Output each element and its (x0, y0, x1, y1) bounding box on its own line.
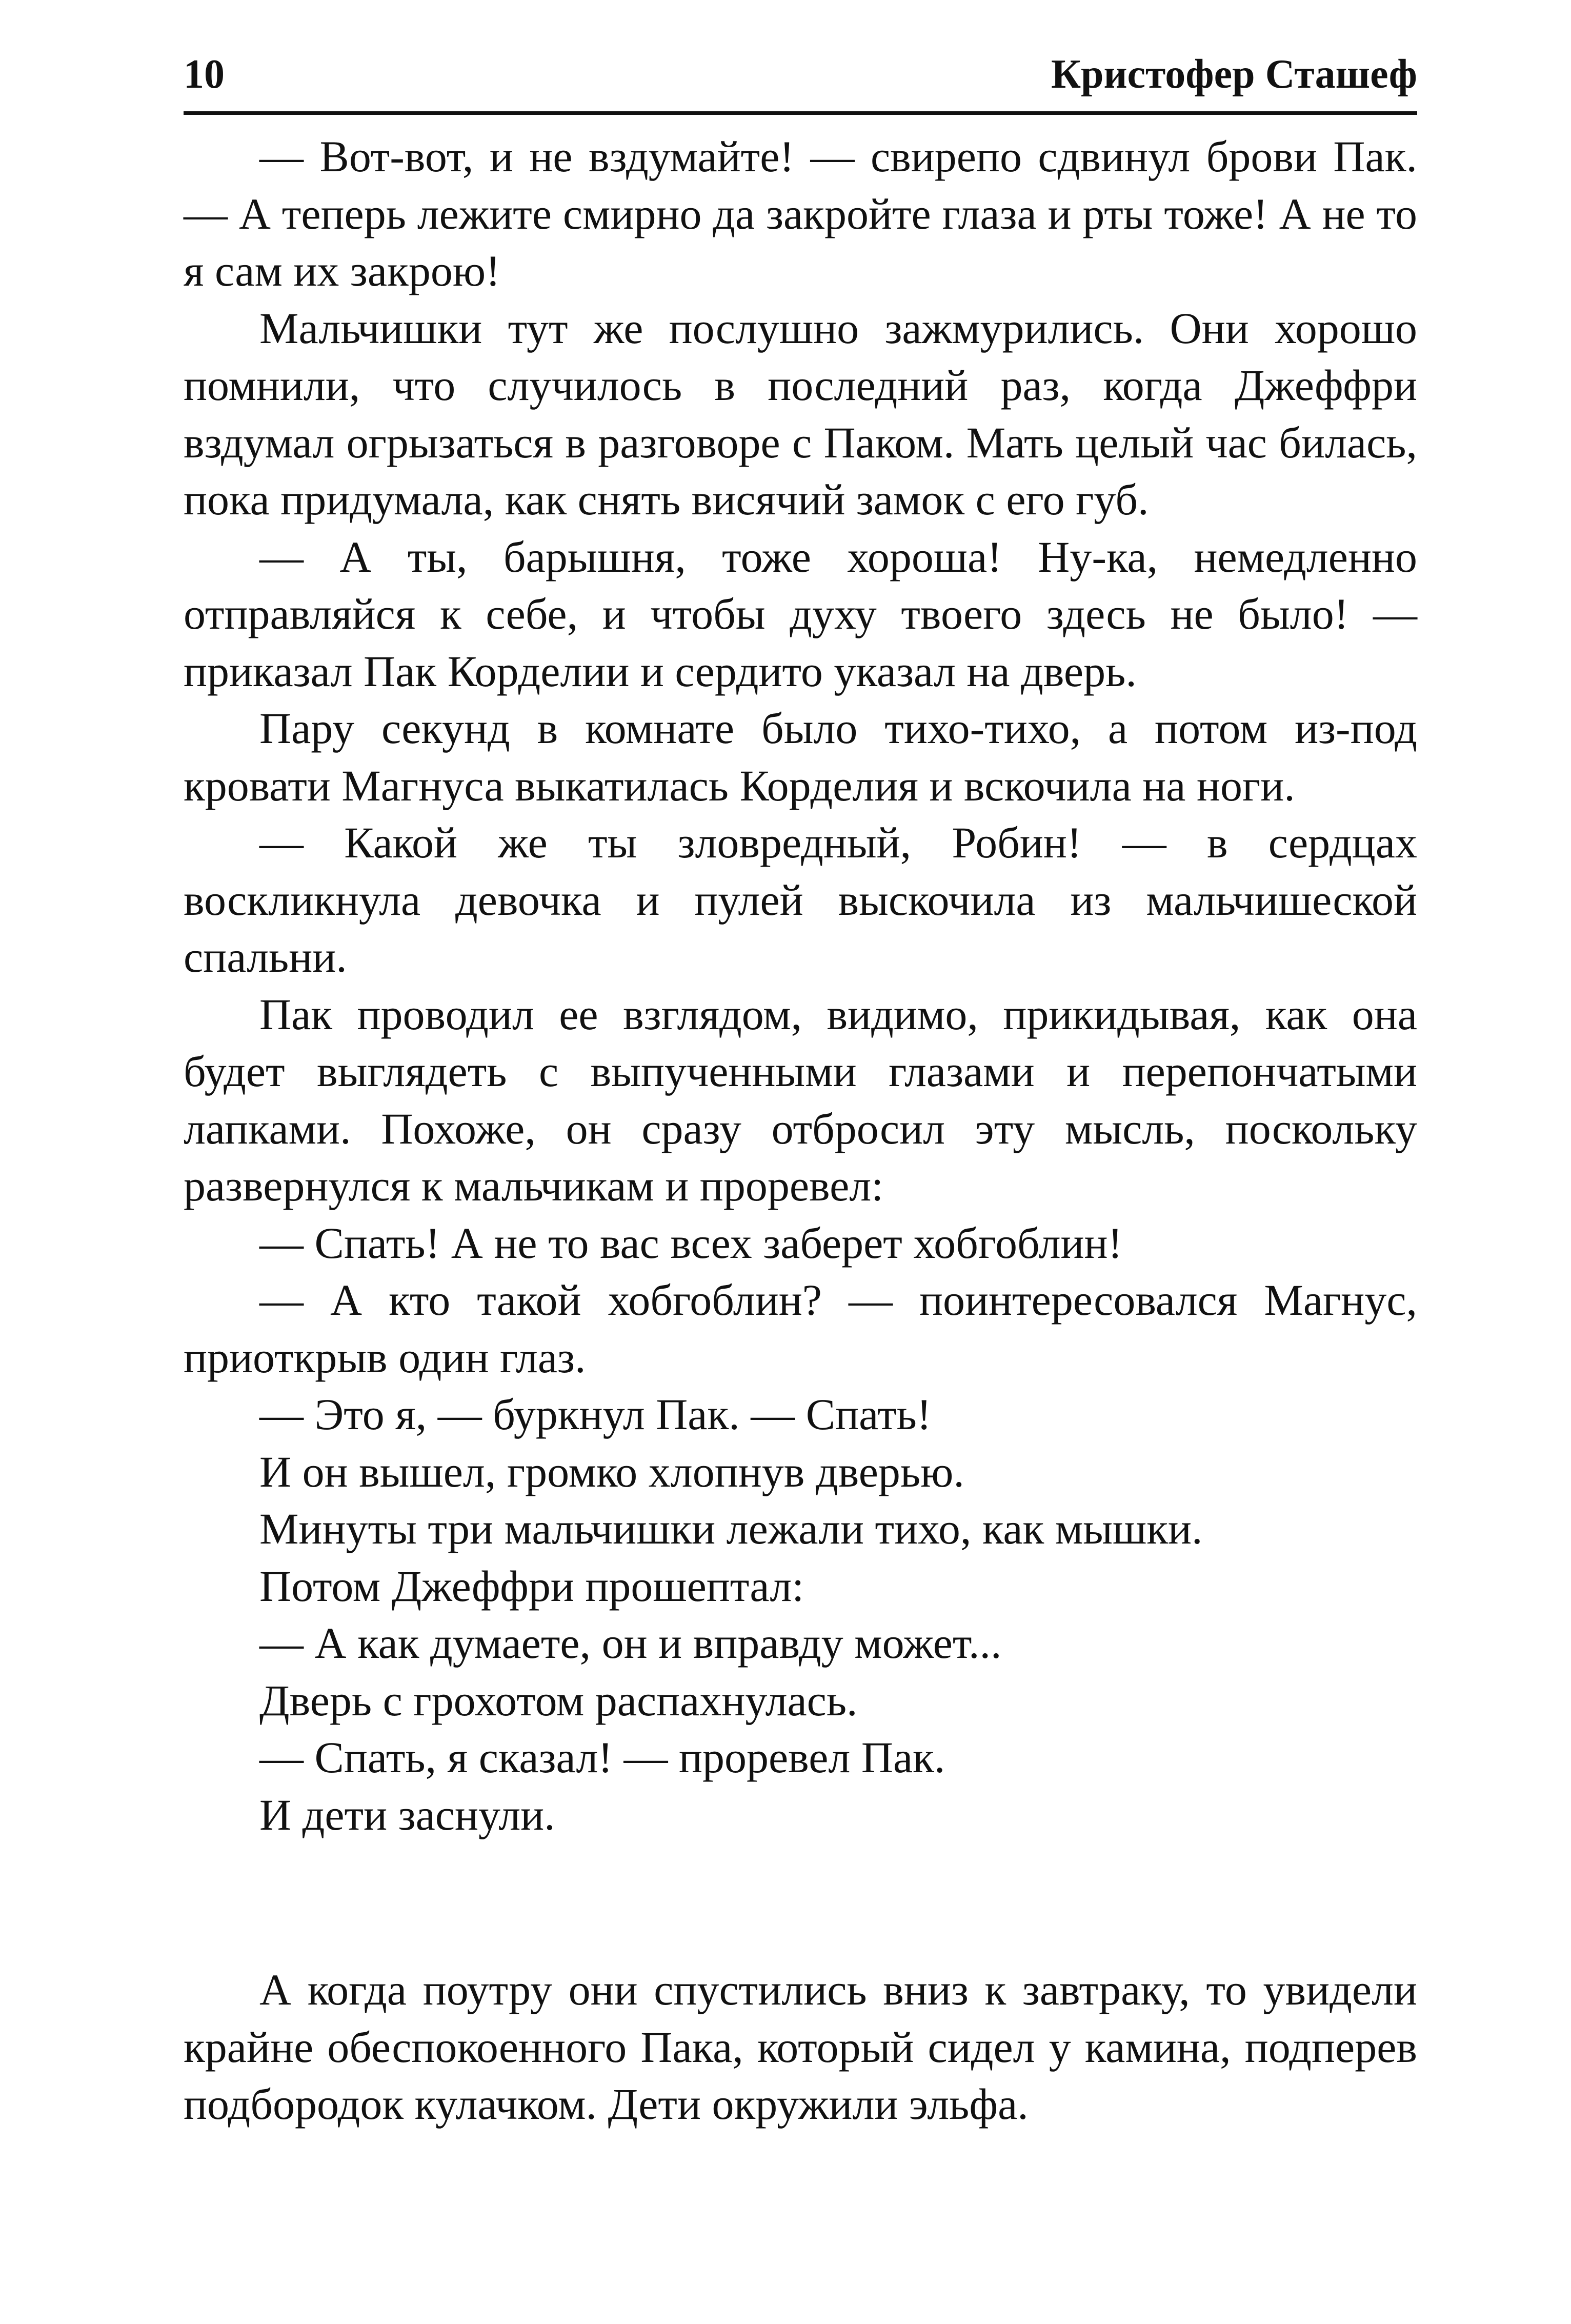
paragraph: Пару секунд в комнате было тихо-тихо, а потом из-под кровати Магнуса выкатилась Корделия и вскочила на ноги. (184, 704, 1417, 810)
running-head (184, 49, 1417, 115)
paragraph: — Вот-вот, и не вздумайте! — свирепо сдвинул брови Пак. — А теперь лежите смирно да закройте глаза и рты тоже! А не то я сам их закрою! (184, 132, 1417, 295)
section-break (184, 1844, 1417, 1961)
paragraph: Пак проводил ее взглядом, видимо, прикидывая, как она будет выглядеть с выпученными глазами и перепончатыми лапками. Похоже, он сразу отбросил эту мысль, поскольку развернулся к мальчикам и проревел: (184, 989, 1417, 1210)
book-page (184, 49, 1417, 2133)
paragraph: — Это я, — буркнул Пак. — Спать! (259, 1390, 932, 1439)
paragraph: И дети заснули. (259, 1790, 555, 1839)
running-head-author: Кристофер Сташеф (1051, 52, 1417, 97)
paragraph: — Спать! А не то вас всех заберет хобгоблин! (259, 1218, 1123, 1268)
paragraph: И он вышел, громко хлопнув дверью. (259, 1447, 964, 1496)
paragraph: — А ты, барышня, тоже хороша! Ну-ка, немедленно отправляйся к себе, и чтобы духу твоего здесь не было! — приказал Пак Корделии и сердито указал на дверь. (184, 532, 1417, 696)
paragraph: Минуты три мальчишки лежали тихо, как мышки. (259, 1504, 1203, 1553)
paragraph: А когда поутру они спустились вниз к завтраку, то увидели крайне обеспокоенного Пака, который сидел у камина, подперев подбородок кулачком. Дети окружили эльфа. (184, 1965, 1417, 2129)
page-number: 10 (184, 52, 225, 97)
body-text (184, 128, 1417, 2133)
paragraph: — Спать, я сказал! — проревел Пак. (259, 1733, 945, 1782)
paragraph: — Какой же ты зловредный, Робин! — в сердцах воскликнула девочка и пулей выскочила из мальчишеской спальни. (184, 818, 1417, 981)
paragraph: Дверь с грохотом распахнулась. (259, 1675, 858, 1725)
paragraph: — А кто такой хобгоблин? — поинтересовался Магнус, приоткрыв один глаз. (184, 1275, 1417, 1382)
paragraph: Мальчишки тут же послушно зажмурились. Они хорошо помнили, что случилось в последний раз, когда Джеффри вздумал огрызаться в разговоре с Паком. Мать целый час билась, пока придумала, как снять висячий замок с его губ. (184, 303, 1417, 524)
paragraph: — А как думаете, он и вправду может... (259, 1618, 1002, 1668)
paragraph: Потом Джеффри прошептал: (259, 1561, 804, 1611)
